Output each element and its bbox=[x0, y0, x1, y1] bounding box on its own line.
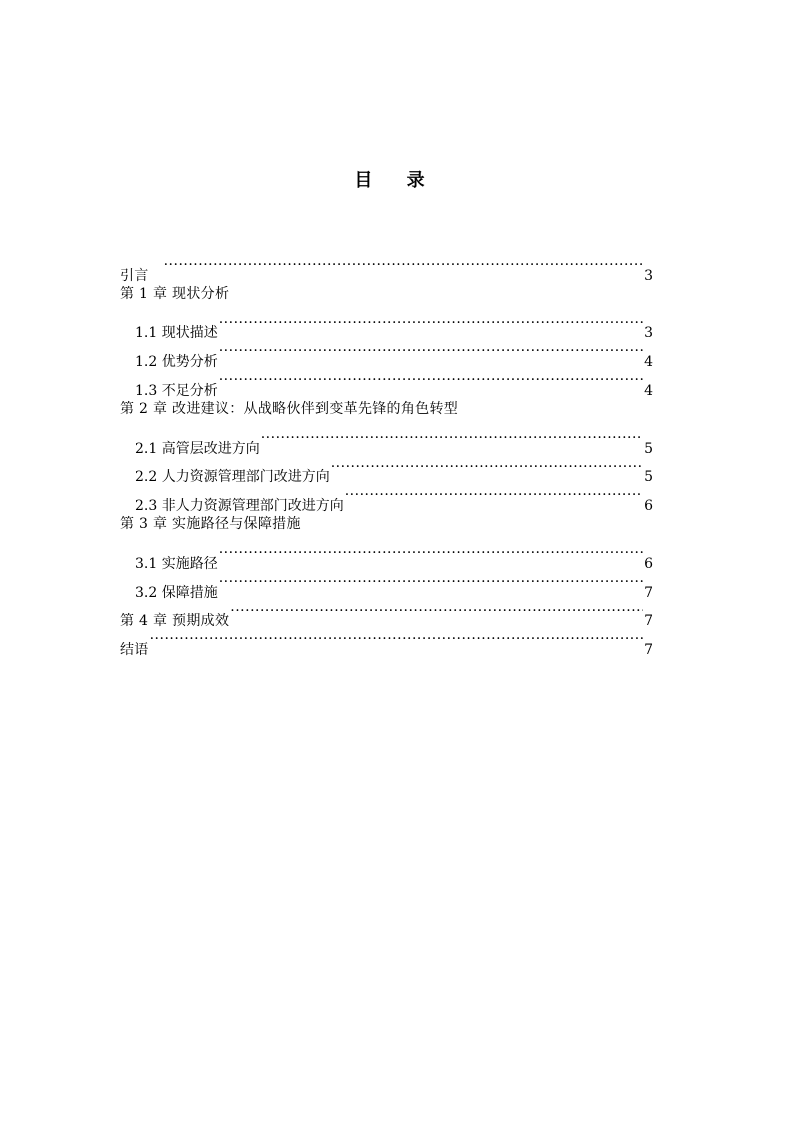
toc-dot-leader bbox=[261, 424, 643, 453]
toc-entry-label: 1.2 优势分析 bbox=[135, 354, 218, 371]
toc-page-number: 5 bbox=[644, 440, 653, 457]
toc-entry-label: 3.1 实施路径 bbox=[135, 555, 218, 572]
toc-entry-label: 引言 bbox=[120, 267, 149, 284]
toc-chapter-entry[interactable] bbox=[120, 395, 653, 424]
toc-dot-leader bbox=[219, 539, 643, 568]
toc-dot-leader bbox=[150, 625, 643, 654]
toc-dot-leader bbox=[331, 453, 643, 482]
toc-section-entry[interactable] bbox=[120, 424, 653, 457]
toc-entry-label: 3.2 保障措施 bbox=[135, 584, 218, 601]
toc-entry-label: 第 2 章 改进建议：从战略伙伴到变革先锋的角色转型 bbox=[120, 400, 459, 417]
toc-dot-leader bbox=[219, 309, 643, 338]
toc-page-number: 6 bbox=[644, 498, 653, 515]
toc-entry-label: 1.1 现状描述 bbox=[135, 325, 218, 342]
toc-page-number: 7 bbox=[644, 613, 653, 630]
toc-chapter-entry[interactable] bbox=[120, 510, 653, 539]
toc-page-number: 7 bbox=[644, 584, 653, 601]
toc-section-entry[interactable] bbox=[120, 309, 653, 342]
toc-dot-leader bbox=[219, 337, 643, 366]
toc-chapter-entry[interactable] bbox=[120, 625, 653, 659]
toc-entry-label: 第 1 章 现状分析 bbox=[120, 285, 230, 302]
toc-page-number: 6 bbox=[644, 555, 653, 572]
toc-page-number: 3 bbox=[644, 267, 653, 284]
toc-dot-leader bbox=[219, 366, 643, 395]
toc-entry-label: 1.3 不足分析 bbox=[135, 382, 218, 399]
table-of-contents bbox=[120, 251, 653, 659]
toc-page-number: 4 bbox=[644, 382, 653, 399]
toc-entry-label: 第 4 章 预期成效 bbox=[120, 613, 230, 630]
toc-chapter-entry[interactable] bbox=[120, 251, 653, 284]
toc-entry-label: 结语 bbox=[120, 642, 149, 659]
toc-dot-leader bbox=[345, 481, 643, 510]
toc-page-number: 4 bbox=[644, 354, 653, 371]
toc-entry-label: 2.3 非人力资源管理部门改进方向 bbox=[135, 498, 344, 515]
toc-page-number: 5 bbox=[644, 469, 653, 486]
toc-chapter-entry[interactable] bbox=[120, 280, 653, 309]
toc-section-entry[interactable] bbox=[120, 539, 653, 572]
toc-entry-label: 2.1 高管层改进方向 bbox=[135, 440, 260, 457]
toc-page-number: 3 bbox=[644, 325, 653, 342]
toc-title: 目 录 bbox=[354, 170, 439, 191]
toc-dot-leader bbox=[230, 597, 643, 626]
toc-dot-leader bbox=[219, 568, 643, 597]
toc-entry-label: 第 3 章 实施路径与保障措施 bbox=[120, 516, 301, 533]
toc-entry-label: 2.2 人力资源管理部门改进方向 bbox=[135, 469, 330, 486]
toc-page-number: 7 bbox=[644, 642, 653, 659]
toc-dot-leader bbox=[164, 251, 643, 280]
